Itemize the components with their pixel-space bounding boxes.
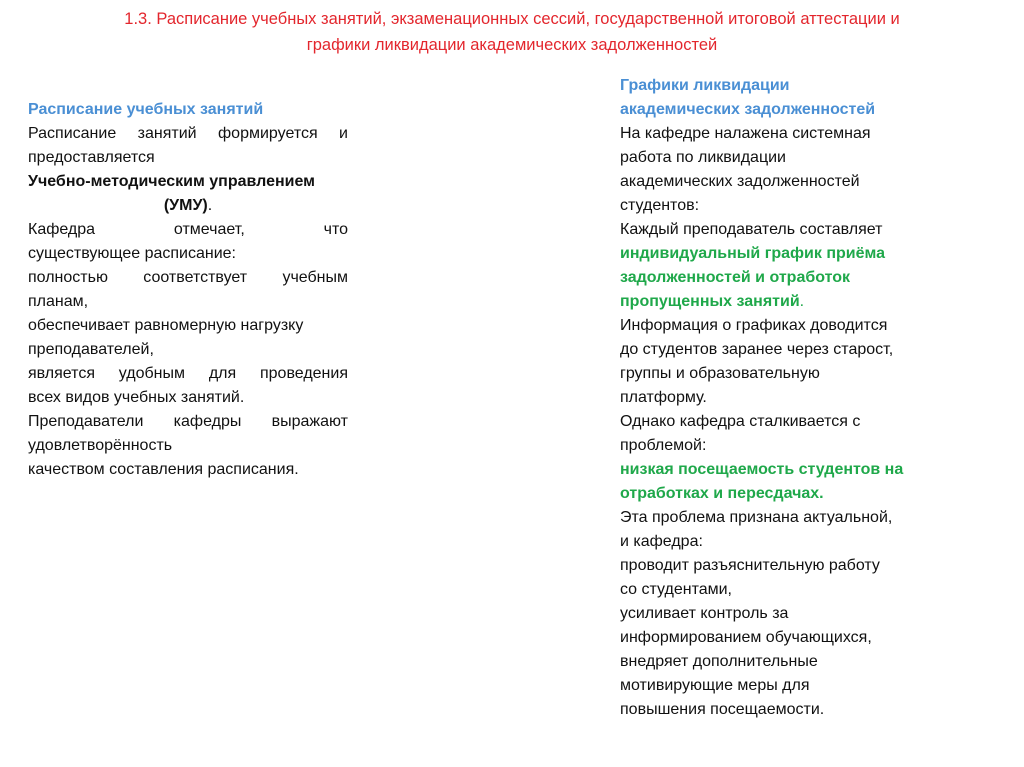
text-line: платформу. — [620, 389, 707, 406]
text-line: предоставляется — [28, 149, 155, 166]
umu-abbr: (УМУ) — [163, 197, 208, 214]
text-line: качеством составления расписания. — [28, 461, 299, 478]
debt-heading-line-2: академических задолженностей — [620, 101, 876, 118]
text-line: Эта проблема признана актуальной, — [620, 509, 893, 526]
slide-title-line-1: 1.3. Расписание учебных занятий, экзаменационных сессий, государственной итоговой аттестации и — [124, 10, 900, 28]
text-line: удовлетворённость — [28, 437, 173, 454]
text-line: Преподаватели кафедры выражают — [28, 413, 348, 430]
debt-heading-line-1: Графики ликвидации — [620, 77, 790, 94]
text-line — [28, 194, 348, 218]
text-line: Информация о графиках доводится — [620, 317, 888, 334]
text-line: информированием обучающихся, — [620, 629, 872, 646]
debt-schedule-column — [620, 74, 940, 722]
text-line: планам, — [28, 293, 89, 310]
text-line: усиливает контроль за — [620, 605, 789, 622]
text-line: и кафедра: — [620, 533, 703, 550]
text-line: со студентами, — [620, 581, 732, 598]
highlight-line: отработках и пересдачах. — [620, 485, 824, 502]
text-line: Однако кафедра сталкивается с — [620, 413, 861, 430]
text-line: проводит разъяснительную работу — [620, 557, 880, 574]
slide-title — [60, 6, 964, 58]
text-line: Расписание занятий формируется и — [28, 125, 348, 142]
text-line: работа по ликвидации — [620, 149, 786, 166]
schedule-column — [28, 98, 348, 482]
text-line: до студентов заранее через старост, — [620, 341, 894, 358]
text-line: мотивирующие меры для — [620, 677, 810, 694]
text-line: На кафедре налажена системная — [620, 125, 871, 142]
text-line: группы и образовательную — [620, 365, 820, 382]
text-line: преподавателей, — [28, 341, 154, 358]
text-line: является удобным для проведения — [28, 365, 348, 382]
schedule-heading: Расписание учебных занятий — [28, 101, 264, 118]
text-line: Кафедра отмечает, что — [28, 221, 348, 238]
text-line — [620, 290, 940, 314]
text-line: проблемой: — [620, 437, 707, 454]
text-line: повышения посещаемости. — [620, 701, 825, 718]
text-line: обеспечивает равномерную нагрузку — [28, 317, 304, 334]
period: . — [207, 197, 213, 214]
text-line-bold: Учебно-методическим управлением — [28, 173, 316, 190]
text-line: полностью соответствует учебным — [28, 269, 348, 286]
highlight-line: пропущенных занятий — [620, 293, 800, 310]
text-line: академических задолженностей — [620, 173, 860, 190]
period: . — [799, 293, 805, 310]
slide-title-line-2: графики ликвидации академических задолженностей — [306, 36, 718, 54]
text-line: всех видов учебных занятий. — [28, 389, 245, 406]
highlight-line: задолженностей и отработок — [620, 269, 850, 286]
highlight-line: индивидуальный график приёма — [620, 245, 886, 262]
highlight-line: низкая посещаемость студентов на — [620, 461, 904, 478]
text-line: студентов: — [620, 197, 700, 214]
text-line: внедряет дополнительные — [620, 653, 818, 670]
text-line: существующее расписание: — [28, 245, 236, 262]
text-line: Каждый преподаватель составляет — [620, 221, 883, 238]
